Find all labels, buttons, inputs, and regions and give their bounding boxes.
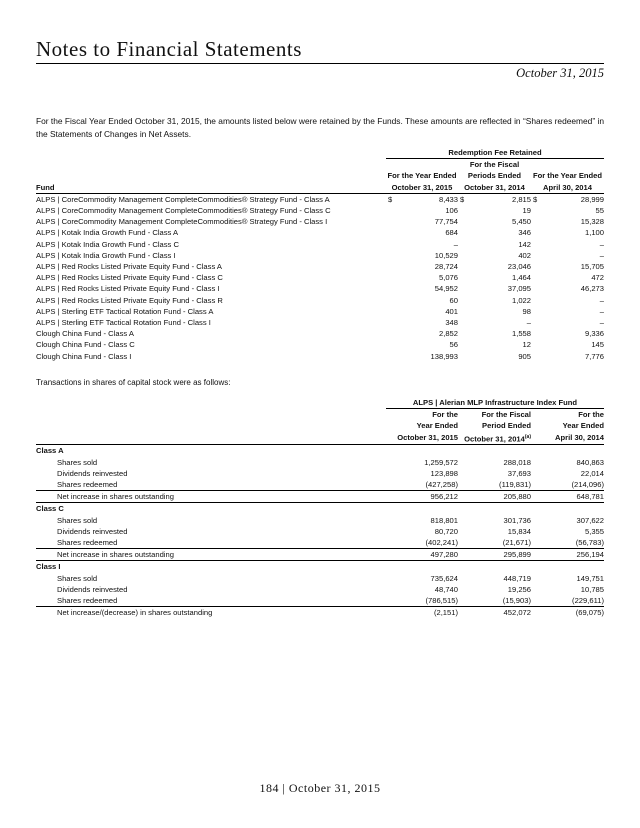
fee-2015 xyxy=(386,250,458,261)
fee-apr-2014 xyxy=(531,339,604,350)
fee-2015 xyxy=(386,306,458,317)
shares-transactions-table xyxy=(36,397,604,618)
share-value: (2,151) xyxy=(386,607,458,619)
share-value: (15,903) xyxy=(502,595,531,605)
fee-2015 xyxy=(386,272,458,283)
fee-2015-value: 77,754 xyxy=(434,217,458,227)
fee-2015-value: 138,993 xyxy=(430,351,458,361)
fee-2014 xyxy=(458,283,531,294)
fee-2015 xyxy=(386,295,458,306)
fund-name-value: Clough China Fund - Class I xyxy=(36,351,132,361)
fee-apr-2014 xyxy=(531,239,604,250)
share-row xyxy=(36,457,604,468)
fund-row xyxy=(36,317,604,328)
fee-2014-value: 12 xyxy=(522,340,531,350)
class-name: Class A xyxy=(36,445,604,457)
fee-apr-2014 xyxy=(531,295,604,306)
share-row xyxy=(36,584,604,595)
s-col1-line1: For the xyxy=(432,410,458,420)
fund-name xyxy=(36,227,386,238)
fee-2015-value: 401 xyxy=(445,306,458,316)
fee-apr-2014 xyxy=(531,227,604,238)
fund-row xyxy=(36,193,604,205)
row-label: Net increase in shares outstanding xyxy=(36,549,386,561)
fee-apr-2014 xyxy=(531,205,604,216)
fund-row xyxy=(36,227,604,238)
fee-apr-2014-value: – xyxy=(599,250,604,260)
fee-apr-2014-value: – xyxy=(599,318,604,328)
fee-2014-value: 402 xyxy=(518,250,531,260)
fund-name-value: ALPS | Red Rocks Listed Private Equity Fund - Class R xyxy=(36,295,223,305)
fund-name xyxy=(36,339,386,350)
fee-apr-2014 xyxy=(531,317,604,328)
fee-apr-2014-value: 7,776 xyxy=(584,351,604,361)
col1-header-line2: October 31, 2015 xyxy=(386,182,458,194)
fund-name xyxy=(36,193,386,205)
share-value: 123,898 xyxy=(430,468,458,478)
fee-apr-2014 xyxy=(531,216,604,227)
fund-name-value: ALPS | Sterling ETF Tactical Rotation Fund - Class A xyxy=(36,306,214,316)
fund-name xyxy=(36,295,386,306)
fee-2014 xyxy=(458,295,531,306)
s-col2-line3 xyxy=(458,432,531,445)
class-header-row xyxy=(36,503,604,515)
row-label: Shares redeemed xyxy=(57,479,118,489)
header-date: October 31, 2015 xyxy=(516,66,604,80)
row-label: Net increase/(decrease) in shares outstanding xyxy=(36,607,386,619)
fund-row xyxy=(36,295,604,306)
fund-row xyxy=(36,306,604,317)
col3-header-line2: April 30, 2014 xyxy=(531,182,604,194)
fund-row xyxy=(36,351,604,362)
fee-2014-value: 37,095 xyxy=(507,284,531,294)
share-value: 80,720 xyxy=(434,526,458,536)
footnote-marker: (a) xyxy=(524,433,531,440)
fund-row xyxy=(36,216,604,227)
fee-2014-value: 1,464 xyxy=(511,273,531,283)
row-label: Dividends reinvested xyxy=(57,468,128,478)
share-row xyxy=(36,479,604,491)
fund-header: Fund xyxy=(36,182,386,194)
fee-2014-value: – xyxy=(526,318,531,328)
dollar-sign: $ xyxy=(388,194,393,204)
fee-apr-2014-value: 9,336 xyxy=(584,329,604,339)
fund-name-value: ALPS | CoreCommodity Management CompleteCommodities® Strategy Fund - Class A xyxy=(36,194,330,204)
row-label: Shares redeemed xyxy=(57,595,118,605)
share-row xyxy=(36,515,604,526)
row-label: Dividends reinvested xyxy=(57,526,128,536)
fee-apr-2014 xyxy=(531,306,604,317)
share-value: (21,671) xyxy=(502,537,531,547)
fee-2015 xyxy=(386,216,458,227)
share-value: 295,899 xyxy=(458,549,531,561)
fee-2014-value: 346 xyxy=(518,228,531,238)
fee-2014 xyxy=(458,328,531,339)
share-row xyxy=(36,573,604,584)
fee-apr-2014-value: 15,705 xyxy=(580,262,604,272)
fund-row xyxy=(36,261,604,272)
s-col3-line2: Year Ended xyxy=(562,421,604,431)
fee-2015-value: – xyxy=(453,239,458,249)
fee-apr-2014 xyxy=(531,283,604,294)
fee-2014-value: 1,022 xyxy=(511,295,531,305)
share-value: 256,194 xyxy=(531,549,604,561)
share-value: (229,611) xyxy=(572,595,604,605)
fee-2015 xyxy=(386,193,458,205)
fee-2015 xyxy=(386,205,458,216)
fee-apr-2014-value: – xyxy=(599,239,604,249)
s-col1-line2: Year Ended xyxy=(416,421,458,431)
share-value: 15,834 xyxy=(507,526,531,536)
fund-name-value: ALPS | Kotak India Growth Fund - Class C xyxy=(36,239,179,249)
fund-name xyxy=(36,250,386,261)
fee-2015-value: 106 xyxy=(445,206,458,216)
share-value: 307,622 xyxy=(576,515,604,525)
fee-2015 xyxy=(386,261,458,272)
share-row xyxy=(36,595,604,607)
fee-2015-value: 28,724 xyxy=(434,262,458,272)
share-value: 10,785 xyxy=(580,584,604,594)
row-label: Shares redeemed xyxy=(57,537,118,547)
fee-2014 xyxy=(458,306,531,317)
fund-name-value: ALPS | Sterling ETF Tactical Rotation Fund - Class I xyxy=(36,318,211,328)
fee-2015 xyxy=(386,317,458,328)
fund-row xyxy=(36,328,604,339)
fee-2015-value: 54,952 xyxy=(434,284,458,294)
fee-2014-value: 905 xyxy=(518,351,531,361)
fund-name xyxy=(36,283,386,294)
fee-2014 xyxy=(458,239,531,250)
fee-2014 xyxy=(458,317,531,328)
fund-name xyxy=(36,239,386,250)
fund-name xyxy=(36,261,386,272)
class-header-row xyxy=(36,445,604,457)
fee-apr-2014 xyxy=(531,272,604,283)
shares-group-header: ALPS | Alerian MLP Infrastructure Index Fund xyxy=(386,397,604,409)
share-row xyxy=(36,537,604,549)
fund-name xyxy=(36,272,386,283)
share-value: (119,831) xyxy=(499,479,531,489)
col1-header-line1: For the Year Ended xyxy=(387,171,457,181)
class-name: Class I xyxy=(36,561,604,573)
fee-2014 xyxy=(458,272,531,283)
redemption-group-header: Redemption Fee Retained xyxy=(386,147,604,159)
share-value: 448,719 xyxy=(503,573,531,583)
s-col3-line3: April 30, 2014 xyxy=(555,433,604,443)
share-value: (69,075) xyxy=(531,607,604,619)
share-value: (402,241) xyxy=(425,537,458,547)
fee-2014 xyxy=(458,216,531,227)
share-value: 497,280 xyxy=(386,549,458,561)
share-value: 452,072 xyxy=(458,607,531,619)
net-row xyxy=(36,607,604,619)
row-label: Net increase in shares outstanding xyxy=(36,491,386,503)
fee-2015 xyxy=(386,239,458,250)
fee-2014 xyxy=(458,261,531,272)
fund-row xyxy=(36,250,604,261)
fee-2015-value: 60 xyxy=(449,295,458,305)
share-value: 288,018 xyxy=(503,457,531,467)
s-col2-line1: For the Fiscal xyxy=(481,410,531,420)
fund-name xyxy=(36,328,386,339)
fee-2015 xyxy=(386,227,458,238)
fee-2014 xyxy=(458,193,531,205)
fund-name xyxy=(36,317,386,328)
share-value: (214,096) xyxy=(571,479,604,489)
fee-apr-2014 xyxy=(531,193,604,205)
net-row xyxy=(36,491,604,503)
share-value: 301,736 xyxy=(503,515,531,525)
page-title: Notes to Financial Statements xyxy=(36,37,302,61)
fee-apr-2014 xyxy=(531,351,604,362)
share-row xyxy=(36,468,604,479)
fee-2015-value: 8,433 xyxy=(438,194,458,204)
fee-apr-2014 xyxy=(531,328,604,339)
fund-row xyxy=(36,205,604,216)
fund-name-value: ALPS | Red Rocks Listed Private Equity Fund - Class I xyxy=(36,284,220,294)
header-rule xyxy=(36,63,604,64)
share-value: 48,740 xyxy=(434,584,458,594)
fund-name-value: ALPS | CoreCommodity Management CompleteCommodities® Strategy Fund - Class C xyxy=(36,206,331,216)
s-col2-line2: Period Ended xyxy=(482,421,531,431)
fee-apr-2014 xyxy=(531,250,604,261)
fee-apr-2014-value: 145 xyxy=(591,340,604,350)
fee-2014-value: 5,450 xyxy=(511,217,531,227)
fund-row xyxy=(36,339,604,350)
row-label: Shares sold xyxy=(57,457,98,467)
fund-name-value: ALPS | Kotak India Growth Fund - Class A xyxy=(36,228,179,238)
fee-2014 xyxy=(458,205,531,216)
row-label: Shares sold xyxy=(57,515,98,525)
fee-apr-2014-value: – xyxy=(599,295,604,305)
fee-apr-2014-value: 1,100 xyxy=(584,228,604,238)
fund-row xyxy=(36,283,604,294)
share-value: 22,014 xyxy=(580,468,604,478)
share-value: 818,801 xyxy=(430,515,458,525)
fee-2014-value: 2,815 xyxy=(511,194,531,204)
col2-header-line3: October 31, 2014 xyxy=(458,182,531,194)
redemption-fee-table xyxy=(36,147,604,362)
share-value: 19,256 xyxy=(507,584,531,594)
fund-row xyxy=(36,239,604,250)
fee-2014-value: 1,558 xyxy=(511,329,531,339)
col2-header-line2: Periods Ended xyxy=(467,171,522,181)
page-footer: 184 | October 31, 2015 xyxy=(259,781,381,795)
share-row xyxy=(36,526,604,537)
share-value: (786,515) xyxy=(425,595,458,605)
fee-apr-2014-value: – xyxy=(599,306,604,316)
intro-paragraph: For the Fiscal Year Ended October 31, 2015, the amounts listed below were retained by the Funds. These amounts are reflected in “Shares redeemed” in the Statements of Changes in Net Assets. xyxy=(36,116,604,139)
share-value: 735,624 xyxy=(430,573,458,583)
fee-2015-value: 2,852 xyxy=(438,329,458,339)
fee-apr-2014-value: 472 xyxy=(591,273,604,283)
fund-name xyxy=(36,205,386,216)
fee-apr-2014-value: 28,999 xyxy=(580,194,604,204)
fund-name xyxy=(36,216,386,227)
fee-2015 xyxy=(386,339,458,350)
fee-2014 xyxy=(458,339,531,350)
class-header-row xyxy=(36,561,604,573)
share-value: 840,863 xyxy=(576,457,604,467)
fund-name-value: ALPS | CoreCommodity Management CompleteCommodities® Strategy Fund - Class I xyxy=(36,217,328,227)
s-col1-line3: October 31, 2015 xyxy=(397,433,458,443)
fee-apr-2014-value: 46,273 xyxy=(580,284,604,294)
fee-2014 xyxy=(458,351,531,362)
fee-2015-value: 684 xyxy=(445,228,458,238)
fee-2015 xyxy=(386,351,458,362)
fee-apr-2014-value: 55 xyxy=(595,206,604,216)
fund-row xyxy=(36,272,604,283)
share-value: (427,258) xyxy=(425,479,458,489)
share-value: 1,259,572 xyxy=(424,457,458,467)
fund-name xyxy=(36,351,386,362)
col2-header-line1: For the Fiscal xyxy=(469,160,520,170)
net-row xyxy=(36,549,604,561)
s-col3-line1: For the xyxy=(578,410,604,420)
row-label: Dividends reinvested xyxy=(57,584,128,594)
class-name: Class C xyxy=(36,503,604,515)
share-value: (56,783) xyxy=(575,537,604,547)
fee-2014-value: 142 xyxy=(518,239,531,249)
transactions-label: Transactions in shares of capital stock were as follows: xyxy=(36,378,231,387)
fee-2014 xyxy=(458,250,531,261)
share-value: 5,355 xyxy=(584,526,604,536)
fee-2015 xyxy=(386,328,458,339)
fund-name-value: Clough China Fund - Class C xyxy=(36,340,135,350)
share-value: 956,212 xyxy=(386,491,458,503)
fee-2015 xyxy=(386,283,458,294)
fee-2015-value: 5,076 xyxy=(438,273,458,283)
fee-apr-2014-value: 15,328 xyxy=(580,217,604,227)
fund-name-value: ALPS | Red Rocks Listed Private Equity Fund - Class A xyxy=(36,262,222,272)
fee-2014-value: 19 xyxy=(522,206,531,216)
dollar-sign: $ xyxy=(533,194,538,204)
fee-2014 xyxy=(458,227,531,238)
fee-2015-value: 10,529 xyxy=(434,250,458,260)
row-label: Shares sold xyxy=(57,573,98,583)
col3-header-line1: For the Year Ended xyxy=(532,171,603,181)
share-value: 205,880 xyxy=(458,491,531,503)
fee-apr-2014 xyxy=(531,261,604,272)
fee-2015-value: 56 xyxy=(449,340,458,350)
fund-name-value: ALPS | Red Rocks Listed Private Equity Fund - Class C xyxy=(36,273,223,283)
fee-2015-value: 348 xyxy=(445,318,458,328)
share-value: 648,781 xyxy=(531,491,604,503)
fund-name-value: ALPS | Kotak India Growth Fund - Class I xyxy=(36,250,176,260)
fund-name-value: Clough China Fund - Class A xyxy=(36,329,134,339)
share-value: 37,693 xyxy=(507,468,531,478)
fee-2014-value: 98 xyxy=(522,306,531,316)
fee-2014-value: 23,046 xyxy=(507,262,531,272)
fund-name xyxy=(36,306,386,317)
dollar-sign: $ xyxy=(460,194,465,204)
s-col2-line3-text: October 31, 2014 xyxy=(464,434,525,444)
share-value: 149,751 xyxy=(576,573,604,583)
